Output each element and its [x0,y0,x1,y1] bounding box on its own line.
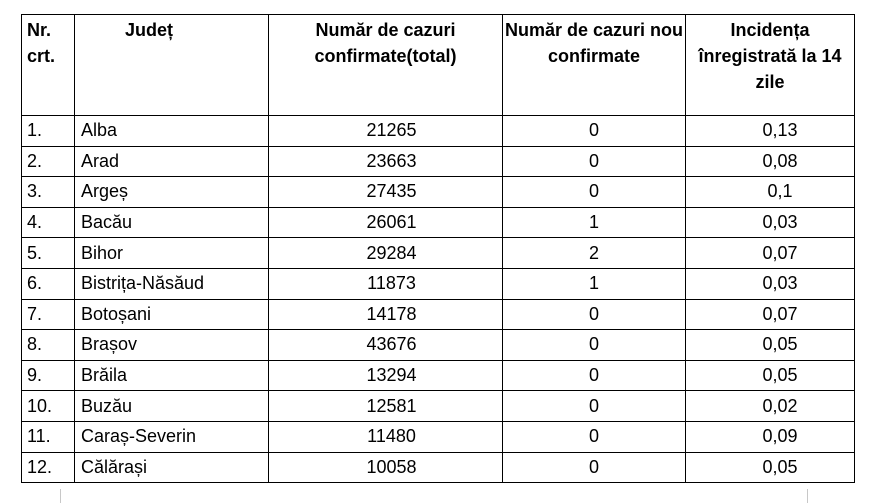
cell-nr: 10. [22,391,75,422]
cell-nr: 8. [22,330,75,361]
cell-incidence: 0,13 [686,116,855,147]
cell-nr: 1. [22,116,75,147]
cell-judet: Brăila [75,360,269,391]
header-incidence-14-days: Incidența înregistrată la 14 zile [686,15,855,116]
cell-total-cases: 13294 [269,360,503,391]
table-row [22,299,855,330]
table-row [22,421,855,452]
cell-nr: 3. [22,177,75,208]
table-row [22,116,855,147]
cell-new-cases: 0 [503,330,686,361]
cell-nr: 5. [22,238,75,269]
cell-judet: Botoșani [75,299,269,330]
covid-cases-table-container [21,14,854,483]
cell-judet: Brașov [75,330,269,361]
cell-total-cases: 27435 [269,177,503,208]
cell-nr: 11. [22,421,75,452]
table-header [22,15,855,116]
cell-new-cases: 0 [503,360,686,391]
cell-total-cases: 14178 [269,299,503,330]
header-row [22,15,855,116]
cell-nr: 12. [22,452,75,483]
cell-nr: 6. [22,268,75,299]
cell-new-cases: 0 [503,452,686,483]
cell-incidence: 0,08 [686,146,855,177]
page-frame-edge [60,489,808,503]
table-row [22,330,855,361]
cell-new-cases: 2 [503,238,686,269]
cell-total-cases: 23663 [269,146,503,177]
cell-judet: Arad [75,146,269,177]
cell-total-cases: 11873 [269,268,503,299]
table-row [22,207,855,238]
cell-judet: Argeș [75,177,269,208]
cell-incidence: 0,05 [686,452,855,483]
cell-nr: 9. [22,360,75,391]
cell-new-cases: 0 [503,299,686,330]
cell-total-cases: 11480 [269,421,503,452]
header-nr-crt: Nr. crt. [22,15,75,116]
cell-incidence: 0,1 [686,177,855,208]
table-body [22,116,855,483]
cell-total-cases: 21265 [269,116,503,147]
table-row [22,146,855,177]
cell-judet: Buzău [75,391,269,422]
cell-new-cases: 0 [503,146,686,177]
table-row [22,452,855,483]
cell-incidence: 0,05 [686,360,855,391]
cell-new-cases: 0 [503,391,686,422]
cell-incidence: 0,09 [686,421,855,452]
table-row [22,268,855,299]
covid-cases-table [21,14,855,483]
cell-new-cases: 1 [503,268,686,299]
cell-total-cases: 10058 [269,452,503,483]
header-total-cases: Număr de cazuri confirmate(total) [269,15,503,116]
cell-total-cases: 26061 [269,207,503,238]
cell-judet: Alba [75,116,269,147]
cell-nr: 7. [22,299,75,330]
cell-new-cases: 0 [503,177,686,208]
table-row [22,360,855,391]
header-judet: Județ [75,15,269,116]
cell-incidence: 0,07 [686,299,855,330]
cell-total-cases: 43676 [269,330,503,361]
cell-incidence: 0,03 [686,268,855,299]
cell-incidence: 0,05 [686,330,855,361]
header-new-cases: Număr de cazuri nou confirmate [503,15,686,116]
cell-judet: Călărași [75,452,269,483]
cell-new-cases: 0 [503,421,686,452]
table-row [22,177,855,208]
cell-new-cases: 0 [503,116,686,147]
table-row [22,391,855,422]
cell-total-cases: 29284 [269,238,503,269]
cell-nr: 4. [22,207,75,238]
cell-judet: Caraș-Severin [75,421,269,452]
cell-incidence: 0,02 [686,391,855,422]
cell-judet: Bihor [75,238,269,269]
table-row [22,238,855,269]
cell-total-cases: 12581 [269,391,503,422]
cell-new-cases: 1 [503,207,686,238]
cell-judet: Bacău [75,207,269,238]
cell-judet: Bistrița-Năsăud [75,268,269,299]
cell-incidence: 0,07 [686,238,855,269]
cell-incidence: 0,03 [686,207,855,238]
cell-nr: 2. [22,146,75,177]
